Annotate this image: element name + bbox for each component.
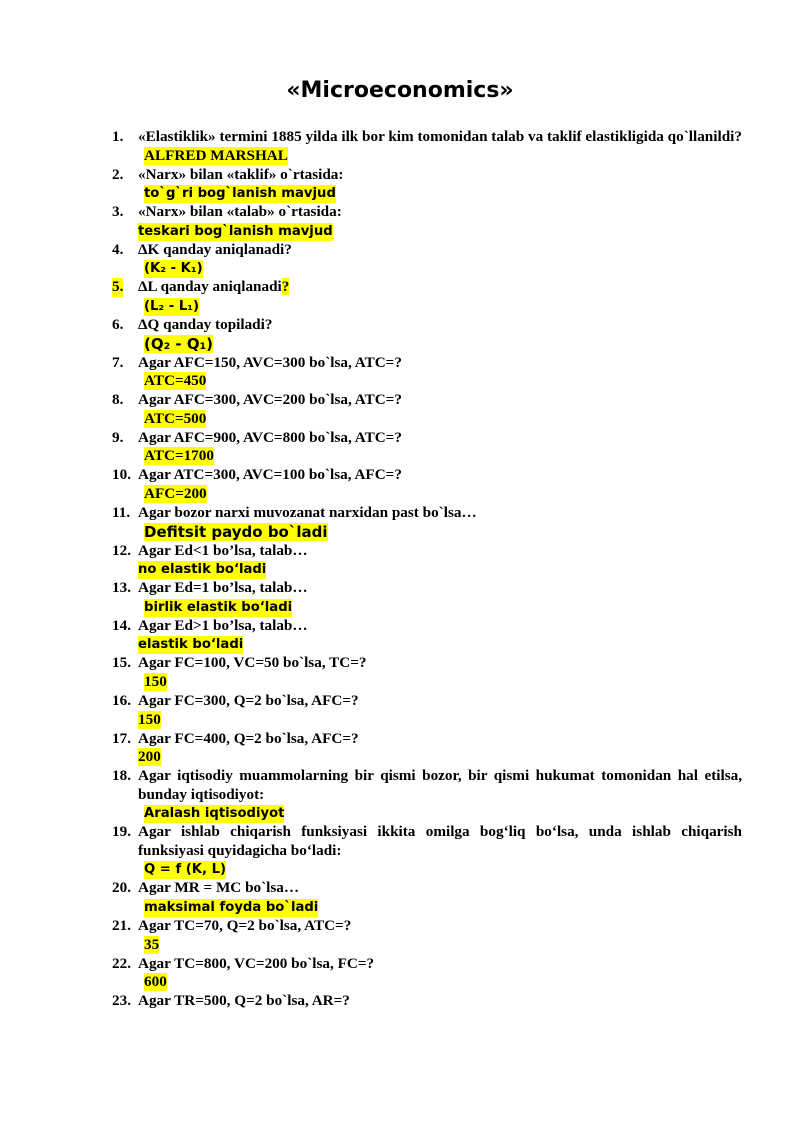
question-list [112,128,742,1011]
question-text: Agar AFC=150, AVC=300 bo`lsa, ATC=? [138,353,402,371]
answer-line [112,523,742,542]
question-number: 21. [112,917,131,935]
answer-highlight: 150 [144,672,167,690]
question-text: Agar Ed=1 bo’lsa, talab… [138,579,308,597]
answer-highlight: 600 [144,973,167,991]
answer-highlight: no elastik bo‘ladi [138,562,267,578]
answer-line [112,673,742,692]
question-item [112,992,742,1011]
answer-line [112,485,742,504]
question-item [112,917,742,936]
question-mark-highlight: ? [281,278,290,296]
page-title: «Microeconomics» [286,78,514,103]
question-number: 4. [112,240,124,258]
answer-line [112,372,742,391]
question-text: Agar TC=70, Q=2 bo`lsa, ATC=? [138,917,352,935]
question-text: Agar FC=100, VC=50 bo`lsa, TC=? [138,654,367,672]
question-text: Agar FC=300, Q=2 bo`lsa, AFC=? [138,691,359,709]
question-number: 15. [112,654,131,672]
answer-highlight: 200 [138,748,161,766]
answer-line [112,222,742,241]
question-text: Agar TR=500, Q=2 bo`lsa, AR=? [138,992,350,1010]
question-text: Agar FC=400, Q=2 bo`lsa, AFC=? [138,729,359,747]
answer-highlight: Aralash iqtisodiyot [144,806,285,822]
question-number: 5. [112,278,124,296]
answer-highlight: elastik bo‘ladi [138,637,244,653]
question-number: 18. [112,767,131,785]
question-number: 12. [112,541,131,559]
question-item [112,823,742,860]
answer-highlight: ATC=450 [144,372,207,390]
question-text: Agar AFC=900, AVC=800 bo`lsa, ATC=? [138,428,402,446]
question-text: ΔK qanday aniqlanadi? [138,240,292,258]
question-text: Agar ATC=300, AVC=100 bo`lsa, AFC=? [138,466,402,484]
answer-highlight: teskari bog`lanish mavjud [138,223,333,239]
answer-highlight: ATC=500 [144,409,207,427]
question-text: Agar AFC=300, AVC=200 bo`lsa, ATC=? [138,391,402,409]
answer-line [112,804,742,823]
answer-line [112,860,742,879]
question-item [112,955,742,974]
answer-highlight: 35 [144,935,160,953]
question-item [112,730,742,749]
answer-line [112,297,742,316]
question-item [112,617,742,636]
question-number: 7. [112,353,124,371]
answer-line [112,335,742,354]
question-number: 11. [112,503,131,521]
question-item [112,767,742,804]
answer-highlight: Defitsit paydo bo`ladi [144,522,328,541]
question-item [112,316,742,335]
question-text: Agar Ed>1 bo’lsa, talab… [138,616,308,634]
question-number: 8. [112,391,124,409]
answer-highlight: ALFRED MARSHAL [144,146,288,164]
answer-highlight: maksimal foyda bo`ladi [144,900,319,916]
answer-line [112,147,742,166]
question-text: «Narx» bilan «talab» o`rtasida: [138,203,342,221]
answer-line [112,711,742,730]
answer-highlight: (Q₂ - Q₁) [144,334,214,353]
question-item [112,241,742,260]
question-text: Agar ishlab chiqarish funksiyasi ikkita omilga bog‘liq bo‘lsa, unda ishlab chiqarish funksiyasi quyidagicha bo‘ladi: [138,823,742,859]
question-item [112,128,742,147]
question-item [112,166,742,185]
answer-line [112,410,742,429]
answer-line [112,184,742,203]
question-text: Agar MR = MC bo`lsa… [138,879,300,897]
question-item [112,879,742,898]
question-number: 9. [112,428,124,446]
question-item [112,429,742,448]
question-number: 14. [112,616,131,634]
question-text: «Elastiklik» termini 1885 yilda ilk bor kim tomonidan talab va taklif elastikligida qo`llanildi? [138,128,742,145]
question-text: Agar bozor narxi muvozanat narxidan past bo`lsa… [138,503,477,521]
answer-highlight: (K₂ - K₁) [144,261,203,277]
question-item [112,542,742,561]
question-number: 13. [112,579,131,597]
question-item [112,278,742,297]
question-item [112,466,742,485]
question-number: 6. [112,315,124,333]
question-item [112,654,742,673]
question-item [112,692,742,711]
question-number: 10. [112,466,131,484]
answer-highlight: birlik elastik bo‘ladi [144,599,293,615]
answer-line [112,898,742,917]
question-number: 3. [112,203,124,221]
question-number: 1. [112,128,124,145]
question-number: 2. [112,165,124,183]
question-item [112,579,742,598]
question-item [112,391,742,410]
question-number: 16. [112,691,131,709]
question-number: 19. [112,823,131,841]
answer-highlight: (L₂ - L₁) [144,298,200,314]
question-text: «Narx» bilan «taklif» o`rtasida: [138,165,344,183]
answer-highlight: to`g`ri bog`lanish mavjud [144,186,336,202]
question-number: 23. [112,992,131,1010]
answer-line [112,973,742,992]
answer-line [112,748,742,767]
question-text: Agar iqtisodiy muammolarning bir qismi bozor, bir qismi hukumat tomonidan hal etilsa, bunday iqtisodiyot: [138,767,742,803]
question-text: Agar Ed<1 bo’lsa, talab… [138,541,308,559]
question-text: Agar TC=800, VC=200 bo`lsa, FC=? [138,954,375,972]
question-item [112,203,742,222]
question-text: ΔQ qanday topiladi? [138,315,273,333]
answer-line [112,598,742,617]
question-text: ΔL qanday aniqlanadi [138,278,282,296]
answer-line [112,936,742,955]
question-number: 17. [112,729,131,747]
question-item [112,504,742,523]
answer-line [112,635,742,654]
question-number: 22. [112,954,131,972]
answer-highlight: ATC=1700 [144,447,214,465]
question-number: 20. [112,879,131,897]
answer-line [112,259,742,278]
answer-line [112,447,742,466]
question-item [112,354,742,373]
answer-highlight: 150 [138,710,161,728]
answer-highlight: AFC=200 [144,484,207,502]
answer-line [112,560,742,579]
answer-highlight: Q = f (K, L) [144,862,227,878]
